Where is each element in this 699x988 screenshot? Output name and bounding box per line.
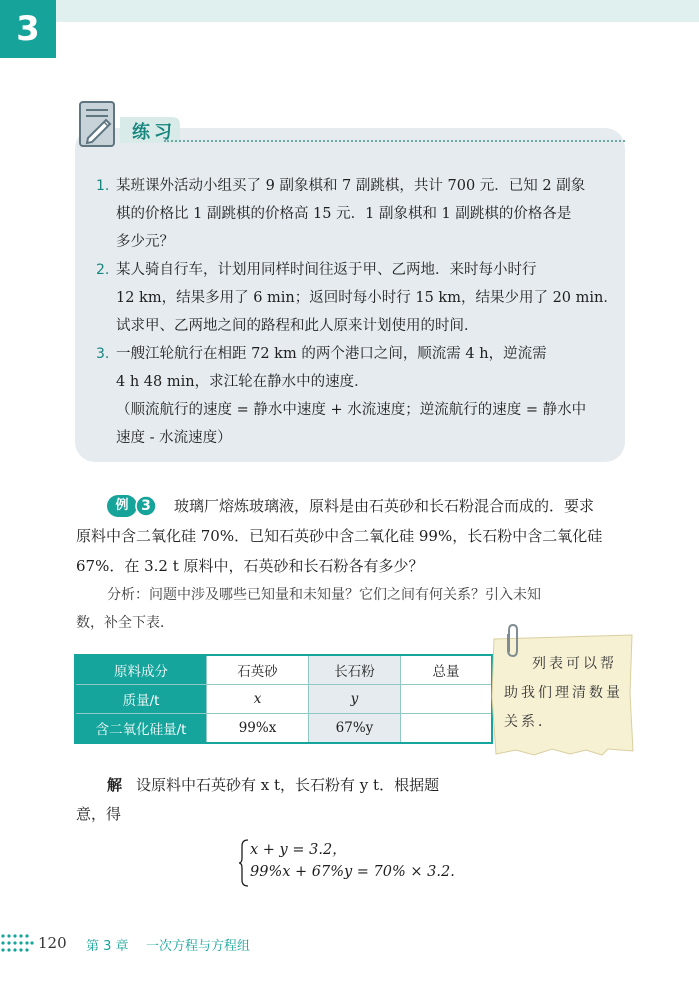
table-row-label: 含二氧化硅量/t [75,714,207,744]
exercise-title-divider [164,140,625,142]
footer-dots-decoration [0,932,34,954]
exercise-text: （顺流航行的速度 = 静水中速度 + 水流速度；逆流航行的速度 = 静水中 [116,402,587,418]
table-cell [401,714,493,744]
exercise-text: 多少元？ [116,234,174,250]
table-cell: y [309,685,401,714]
top-header-bar [56,0,699,22]
chapter-number-tab: 3 [0,0,56,58]
table-cell: 67%y [309,714,401,744]
table-row [75,714,492,744]
footer-chapter-title: 一次方程与方程组 [146,939,251,954]
example-text-line: 玻璃厂熔炼玻璃液，原料是由石英砂和长石粉混合而成的．要求 [174,497,595,515]
example-text-line: 67%．在 3.2 t 原料中，石英砂和长石粉各有多少？ [76,557,424,575]
table-header-cell: 原料成分 [75,655,207,685]
exercise-text: 4 h 48 min，求江轮在静水中的速度． [116,374,369,390]
note-text [504,650,628,737]
table-row-label: 质量/t [75,685,207,714]
exercise-text: 某班课外活动小组买了 9 副象棋和 7 副跳棋，共计 700 元．已知 2 副象 [116,178,586,194]
equation-system-brace [238,838,250,888]
table-header-row [75,655,492,685]
solution-line [107,770,439,800]
exercise-text: 一艘江轮航行在相距 72 km 的两个港口之间，顺流需 4 h，逆流需 [116,346,547,362]
table-header-cell: 石英砂 [207,655,309,685]
example-badge-label: 例 [115,498,129,513]
analysis-text-line: 数，补全下表． [76,615,174,631]
exercise-text: 速度 - 水流速度） [116,430,232,446]
exercise-number: 2. [96,262,110,278]
example-text-line: 原料中含二氧化硅 70%．已知石英砂中含二氧化硅 99%，长石粉中含二氧化硅 [76,527,603,545]
equation-2: 99%x + 67%y = 70% × 3.2. [250,864,455,880]
data-table [74,654,493,744]
equation-1: x + y = 3.2， [250,842,347,858]
table-cell [401,685,493,714]
exercise-text: 12 km，结果多用了 6 min；返回时每小时行 15 km，结果少用了 20 min． [116,290,618,306]
exercise-text: 试求甲、乙两地之间的路程和此人原来计划使用的时间． [116,318,479,334]
note-text-line: 关系． [504,714,555,730]
solution-text-line: 意，得 [76,805,122,823]
pencil-notebook-icon [78,100,118,148]
exercise-number: 1. [96,178,110,194]
note-text-line: 助我们理清数量 [504,685,623,701]
example-badge-number: 3 [141,498,151,514]
table-header-cell: 长石粉 [309,655,401,685]
exercise-number: 3. [96,346,110,362]
exercise-text: 棋的价格比 1 副跳棋的价格高 15 元．1 副象棋和 1 副跳棋的价格各是 [116,206,572,222]
table-cell: 99%x [207,714,309,744]
exercise-title: 练习 [132,122,176,143]
solution-label: 解 [107,776,123,794]
table-cell: x [207,685,309,714]
table-header-cell: 总量 [401,655,493,685]
table-row [75,685,492,714]
footer-chapter: 第 3 章 [86,939,129,954]
note-text-line: 列表可以帮 [532,656,617,672]
exercise-text: 某人骑自行车，计划用同样时间往返于甲、乙两地．来时每小时行 [116,262,537,278]
analysis-text-line: 分析：问题中涉及哪些已知量和未知量？它们之间有何关系？引入未知 [107,587,541,603]
solution-text: 设原料中石英砂有 x t，长石粉有 y t．根据题 [136,776,440,794]
page-number: 120 [38,934,67,952]
